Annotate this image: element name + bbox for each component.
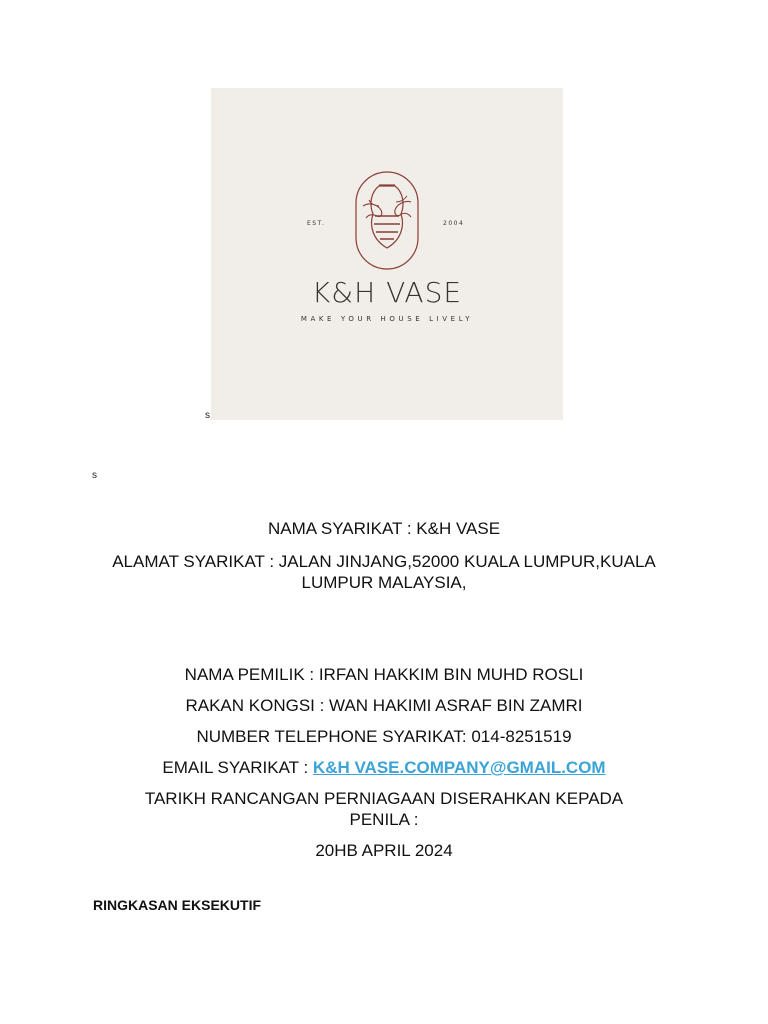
logo-year: 2004	[443, 220, 465, 227]
owner-name-line: NAMA PEMILIK : IRFAN HAKKIM BIN MUHD ROSLI	[184, 665, 584, 684]
logo-tagline: MAKE YOUR HOUSE LIVELY	[300, 315, 474, 323]
submission-date-label-line-1: TARIKH RANCANGAN PERNIAGAAN DISERAHKAN KEPADA	[144, 789, 624, 808]
company-address-line-2: LUMPUR MALAYSIA,	[301, 573, 467, 592]
logo-brand-name: K&H VASE	[311, 276, 463, 309]
company-phone-line: NUMBER TELEPHONE SYARIKAT: 014-8251519	[196, 727, 572, 746]
email-link[interactable]: K&H VASE.COMPANY@GMAIL.COM	[312, 758, 606, 777]
company-address-line-1: ALAMAT SYARIKAT : JALAN JINJANG,52000 KUALA LUMPUR,KUALA	[112, 552, 656, 571]
company-logo-image	[211, 88, 563, 420]
executive-summary-heading: RINGKASAN EKSEKUTIF	[93, 897, 262, 913]
submission-date-label-line-2: PENILA :	[349, 810, 419, 829]
company-email-line	[80, 757, 688, 778]
stray-text-mark: s	[205, 410, 210, 421]
company-name-line: NAMA SYARIKAT : K&H VASE	[267, 519, 501, 538]
logo-est-label: EST.	[307, 220, 326, 227]
submission-date-value: 20HB APRIL 2024	[315, 841, 453, 860]
partner-name-line: RAKAN KONGSI : WAN HAKIMI ASRAF BIN ZAMRI	[185, 696, 583, 715]
email-label: EMAIL SYARIKAT :	[162, 758, 313, 777]
stray-text-mark: s	[92, 470, 97, 481]
vase-hands-emblem-icon	[211, 88, 563, 420]
